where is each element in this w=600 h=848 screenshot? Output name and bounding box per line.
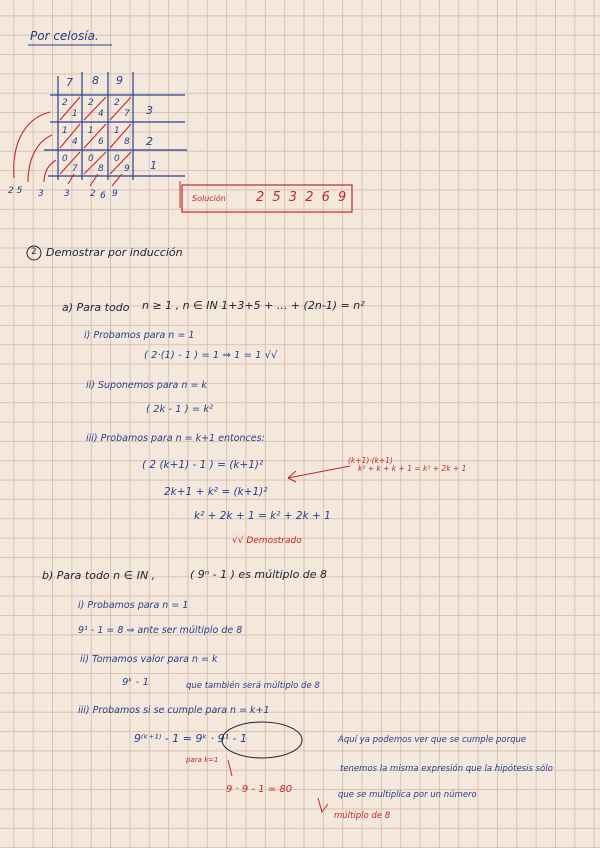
part-a-step-iii-eq1: ( 2 (k+1) - 1 ) = (k+1)² xyxy=(142,459,264,471)
top-digit: 9 xyxy=(116,74,123,87)
cell-digit: 4 xyxy=(98,109,104,119)
solution-label: Solución xyxy=(192,194,226,203)
part-a-note-line2: k² + k + k + 1 = k² + 2k + 1 xyxy=(358,464,467,473)
cell-digit: 0 xyxy=(88,154,94,164)
part-b-step-ii-note: que también será múltiplo de 8 xyxy=(186,681,320,691)
page-title: Por celosía. xyxy=(30,29,99,43)
cell-digit: 7 xyxy=(72,164,78,174)
cell-digit: 6 xyxy=(98,137,104,147)
part-a-statement: n ≥ 1 , n ∈ IN 1+3+5 + ... + (2n-1) = n² xyxy=(142,299,365,312)
part-b-step-i: i) Probamos para n = 1 xyxy=(78,600,189,611)
part-b-label: b) Para todo n ∈ IN , xyxy=(42,569,156,582)
cell-digit: 4 xyxy=(72,137,78,147)
part-b-statement: ( 9ⁿ - 1 ) es múltiplo de 8 xyxy=(190,568,328,581)
part-b-step-i-eq: 9¹ - 1 = 8 ⇒ ante ser múltiplo de 8 xyxy=(78,625,243,636)
part-b-step-iii-eq: 9⁽ᵏ⁺¹⁾ - 1 = 9ᵏ · 9¹ - 1 xyxy=(134,732,248,745)
result-digit: 2 5 xyxy=(8,186,23,196)
top-digit: 8 xyxy=(92,74,99,87)
cell-digit: 9 xyxy=(124,164,130,174)
cell-digit: 8 xyxy=(98,164,104,174)
part-a-label: a) Para todo xyxy=(62,301,130,314)
part-b-red-eq: 9 · 9 - 1 = 80 xyxy=(226,784,293,795)
right-digit: 1 xyxy=(150,159,157,172)
cell-digit: 1 xyxy=(72,109,78,119)
part-b-step-ii: ii) Tomamos valor para n = k xyxy=(80,654,218,665)
part-a-note-line1: (k+1)·(k+1) xyxy=(348,456,393,465)
part-a-step-iii-eq2: 2k+1 + k² = (k+1)² xyxy=(164,486,268,498)
part-b-explanation-2: tenemos la misma expresión que la hipótesis sólo xyxy=(340,764,553,774)
cell-digit: 2 xyxy=(88,98,94,108)
cell-digit: 0 xyxy=(62,154,68,164)
cell-digit: 7 xyxy=(124,109,130,119)
cell-digit: 1 xyxy=(88,126,94,136)
result-digit: 9 xyxy=(112,189,118,199)
result-digit: 3 xyxy=(38,189,44,199)
result-digit: 6 xyxy=(100,191,106,201)
section-title: Demostrar por inducción xyxy=(46,246,183,259)
part-b-explanation-1: Aquí ya podemos ver que se cumple porque xyxy=(338,735,527,745)
solution-value: 2 5 3 2 6 9 xyxy=(256,190,349,205)
part-a-conclusion: √√ Demostrado xyxy=(232,536,302,546)
part-a-step-ii: ii) Suponemos para n = k xyxy=(86,380,207,391)
cell-digit: 1 xyxy=(114,126,120,136)
part-b-explanation-3: que se multiplica por un número xyxy=(338,790,477,800)
cell-digit: 2 xyxy=(62,98,68,108)
section-number: 2 xyxy=(31,247,37,257)
part-a-step-iii: iii) Probamos para n = k+1 entonces: xyxy=(86,433,265,444)
cell-digit: 8 xyxy=(124,137,130,147)
part-a-step-ii-eq: ( 2k - 1 ) = k² xyxy=(146,404,214,415)
part-a-step-iii-eq3: k² + 2k + 1 = k² + 2k + 1 xyxy=(194,510,331,522)
cell-digit: 0 xyxy=(114,154,120,164)
result-digit: 2 xyxy=(90,189,96,199)
part-a-step-i: i) Probamos para n = 1 xyxy=(84,330,195,341)
right-digit: 2 xyxy=(146,135,153,148)
right-digit: 3 xyxy=(146,104,153,117)
cell-digit: 2 xyxy=(114,98,120,108)
part-b-step-iii: iii) Probamos si se cumple para n = k+1 xyxy=(78,705,270,716)
result-digit: 3 xyxy=(64,189,70,199)
part-a-step-i-eq: ( 2·(1) - 1 ) = 1 ⇒ 1 = 1 √√ xyxy=(144,350,278,361)
part-b-conclusion: múltiplo de 8 xyxy=(334,811,391,821)
cell-digit: 1 xyxy=(62,126,68,136)
part-b-step-ii-eq: 9ᵏ - 1 xyxy=(122,677,149,688)
top-digit: 7 xyxy=(66,76,73,89)
part-b-red-note: para k=1 xyxy=(186,756,219,764)
